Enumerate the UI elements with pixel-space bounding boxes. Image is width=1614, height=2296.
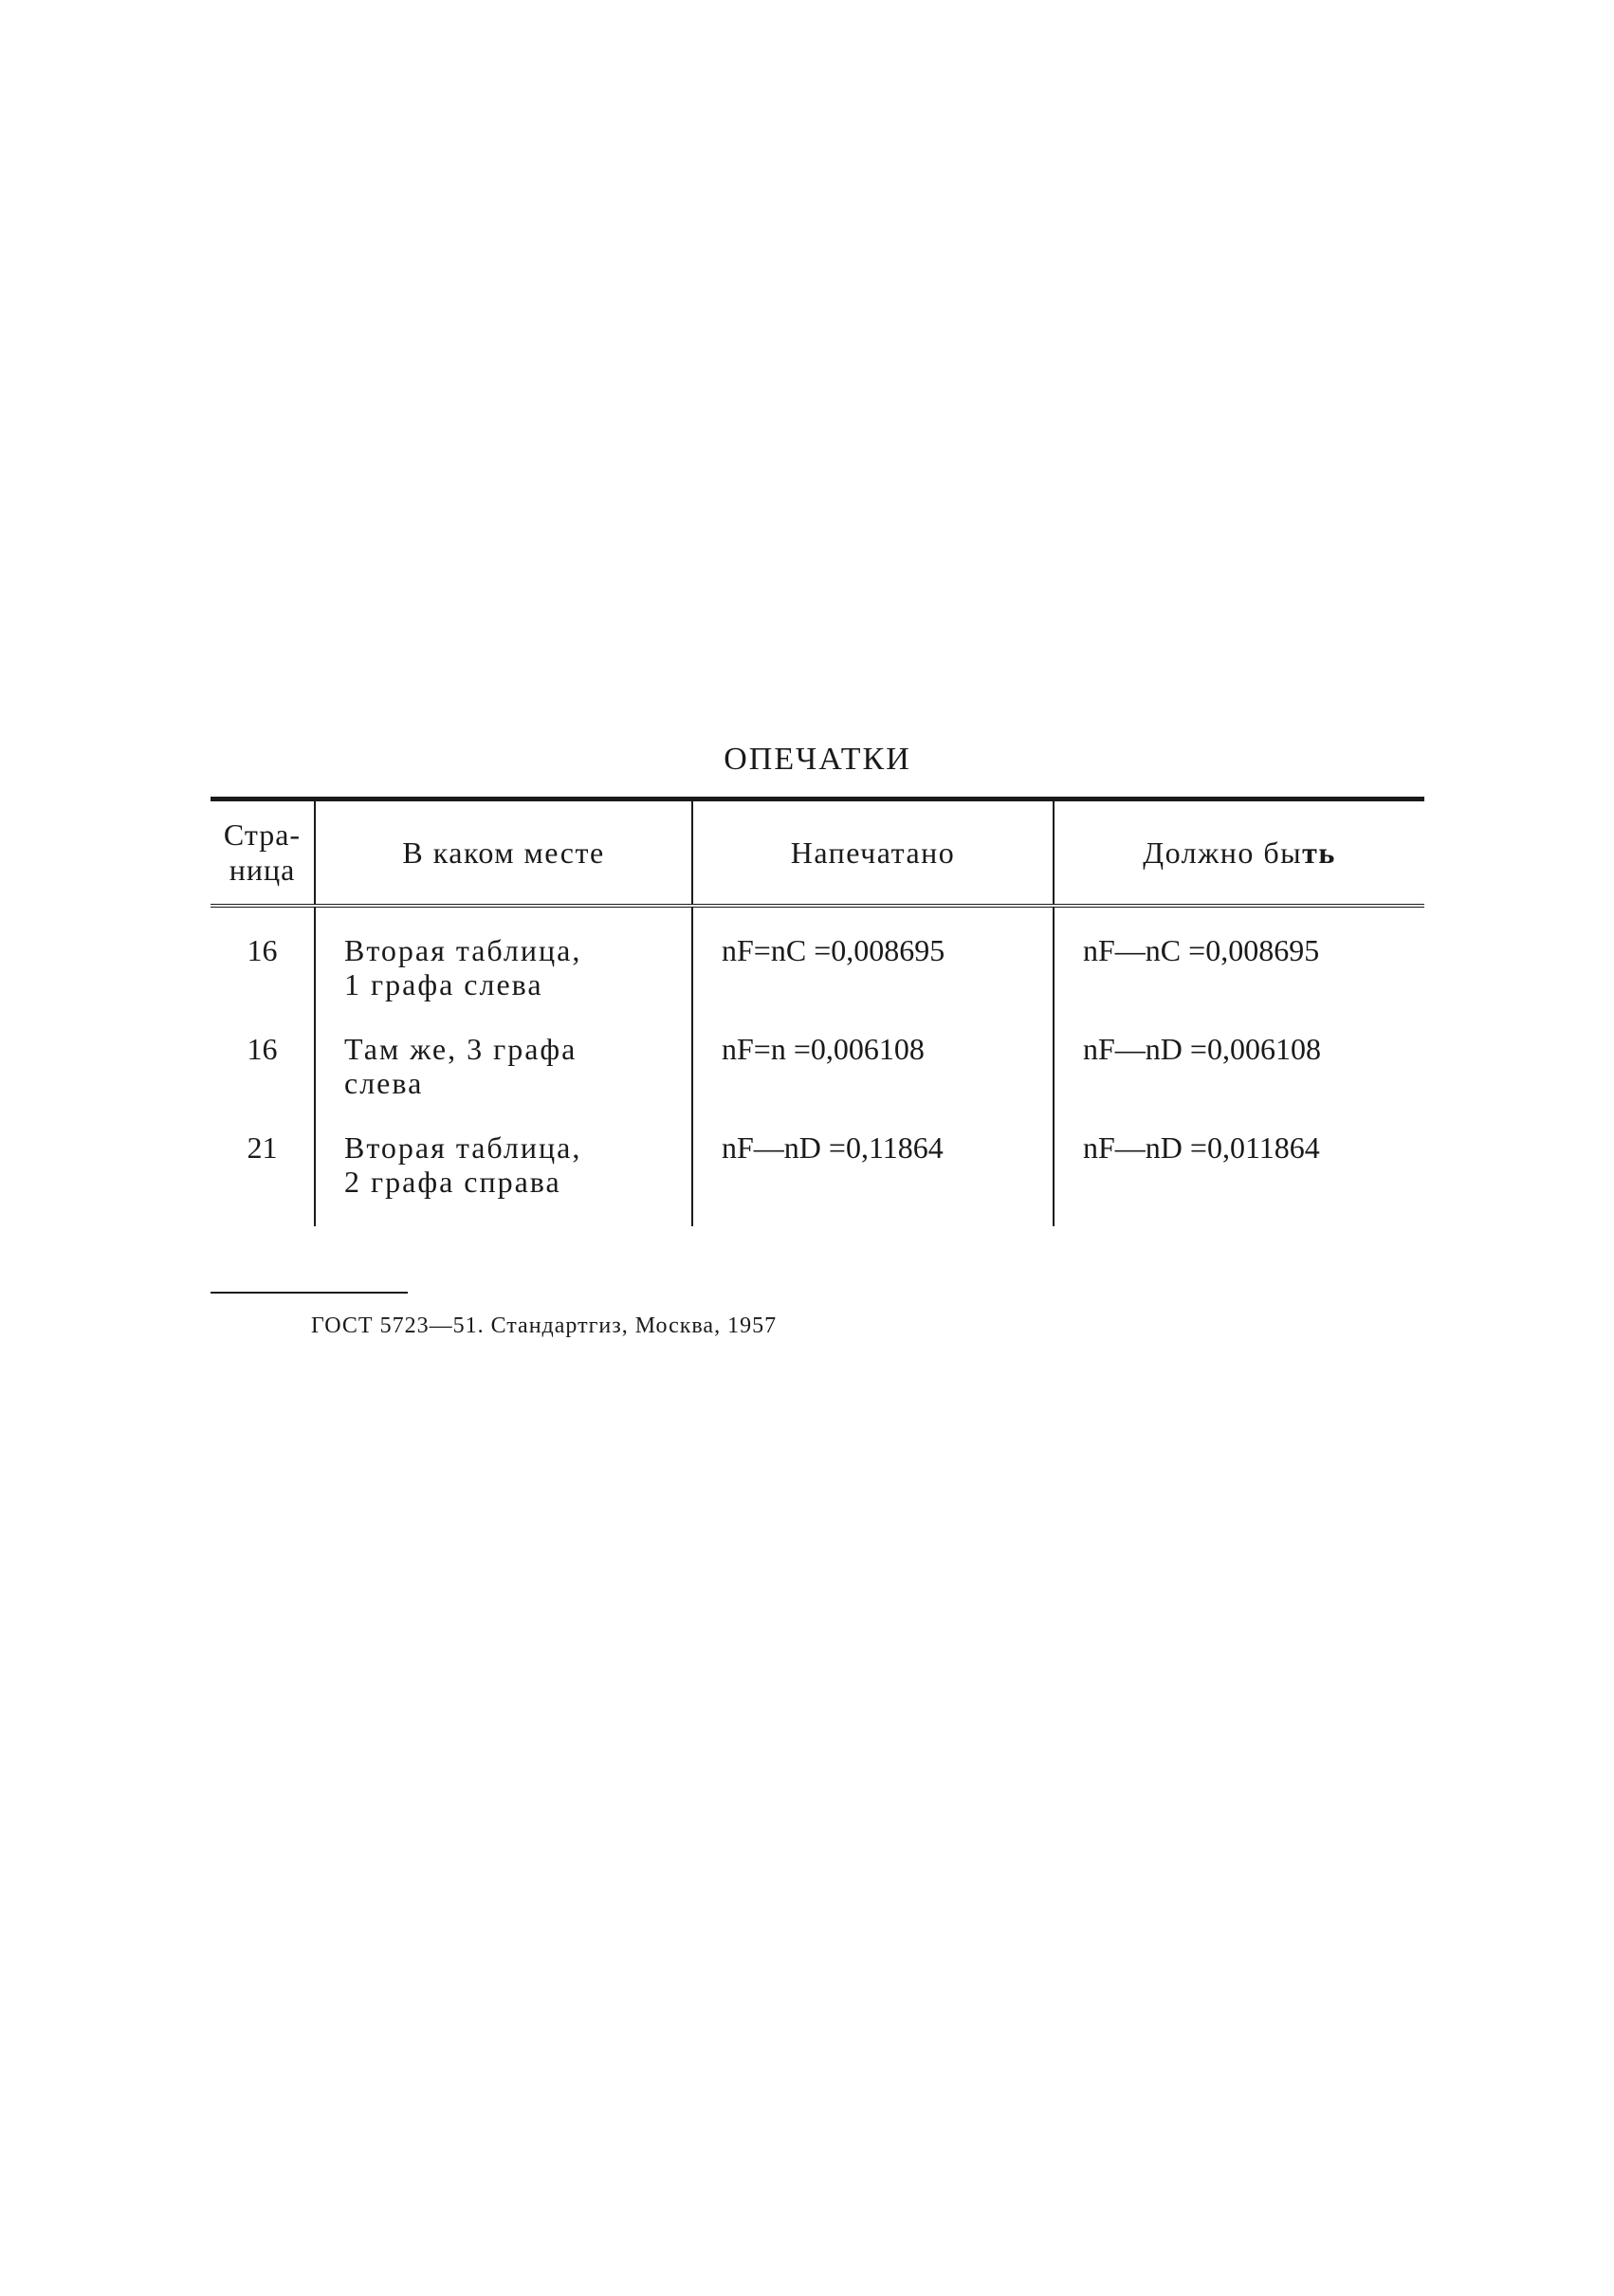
row-printed: nF—nD =0,11864 (692, 1112, 1054, 1226)
table-header-row (211, 799, 1424, 907)
header-page (211, 799, 315, 907)
table-row (211, 915, 1424, 1014)
row-place (315, 1112, 692, 1226)
row-place-line2: 1 графа слева (344, 966, 543, 1001)
row-printed: nF=nC =0,008695 (692, 915, 1054, 1014)
header-printed: Напечатано (692, 799, 1054, 907)
header-page-line2: ница (229, 853, 296, 887)
row-place-line2: слева (344, 1065, 424, 1100)
header-correct-text: Должно бы (1143, 835, 1303, 870)
row-correct: nF—nC =0,008695 (1054, 915, 1424, 1014)
table-row (211, 1112, 1424, 1226)
header-place: В каком месте (315, 799, 692, 907)
row-place-line1: Там же, 3 графа (344, 1032, 578, 1066)
row-correct: nF—nD =0,011864 (1054, 1112, 1424, 1226)
row-place-line2: 2 графа справа (344, 1164, 561, 1199)
row-page: 21 (247, 1130, 278, 1165)
errata-table (211, 797, 1424, 1226)
header-correct-bold: ть (1302, 835, 1336, 870)
row-place (315, 1014, 692, 1112)
row-page: 16 (247, 1032, 278, 1066)
footnote-divider (211, 1292, 408, 1294)
page-title: ОПЕЧАТКИ (724, 742, 911, 777)
row-place-line1: Вторая таблица, (344, 1130, 582, 1165)
table-row (211, 1014, 1424, 1112)
row-page: 16 (247, 933, 278, 967)
row-place-line1: Вторая таблица, (344, 933, 582, 967)
header-page-line1: Стра- (223, 817, 302, 853)
row-place (315, 915, 692, 1014)
row-correct: nF—nD =0,006108 (1054, 1014, 1424, 1112)
row-printed: nF=n =0,006108 (692, 1014, 1054, 1112)
footnote: ГОСТ 5723—51. Стандартгиз, Москва, 1957 (311, 1313, 778, 1338)
header-correct (1054, 799, 1424, 907)
